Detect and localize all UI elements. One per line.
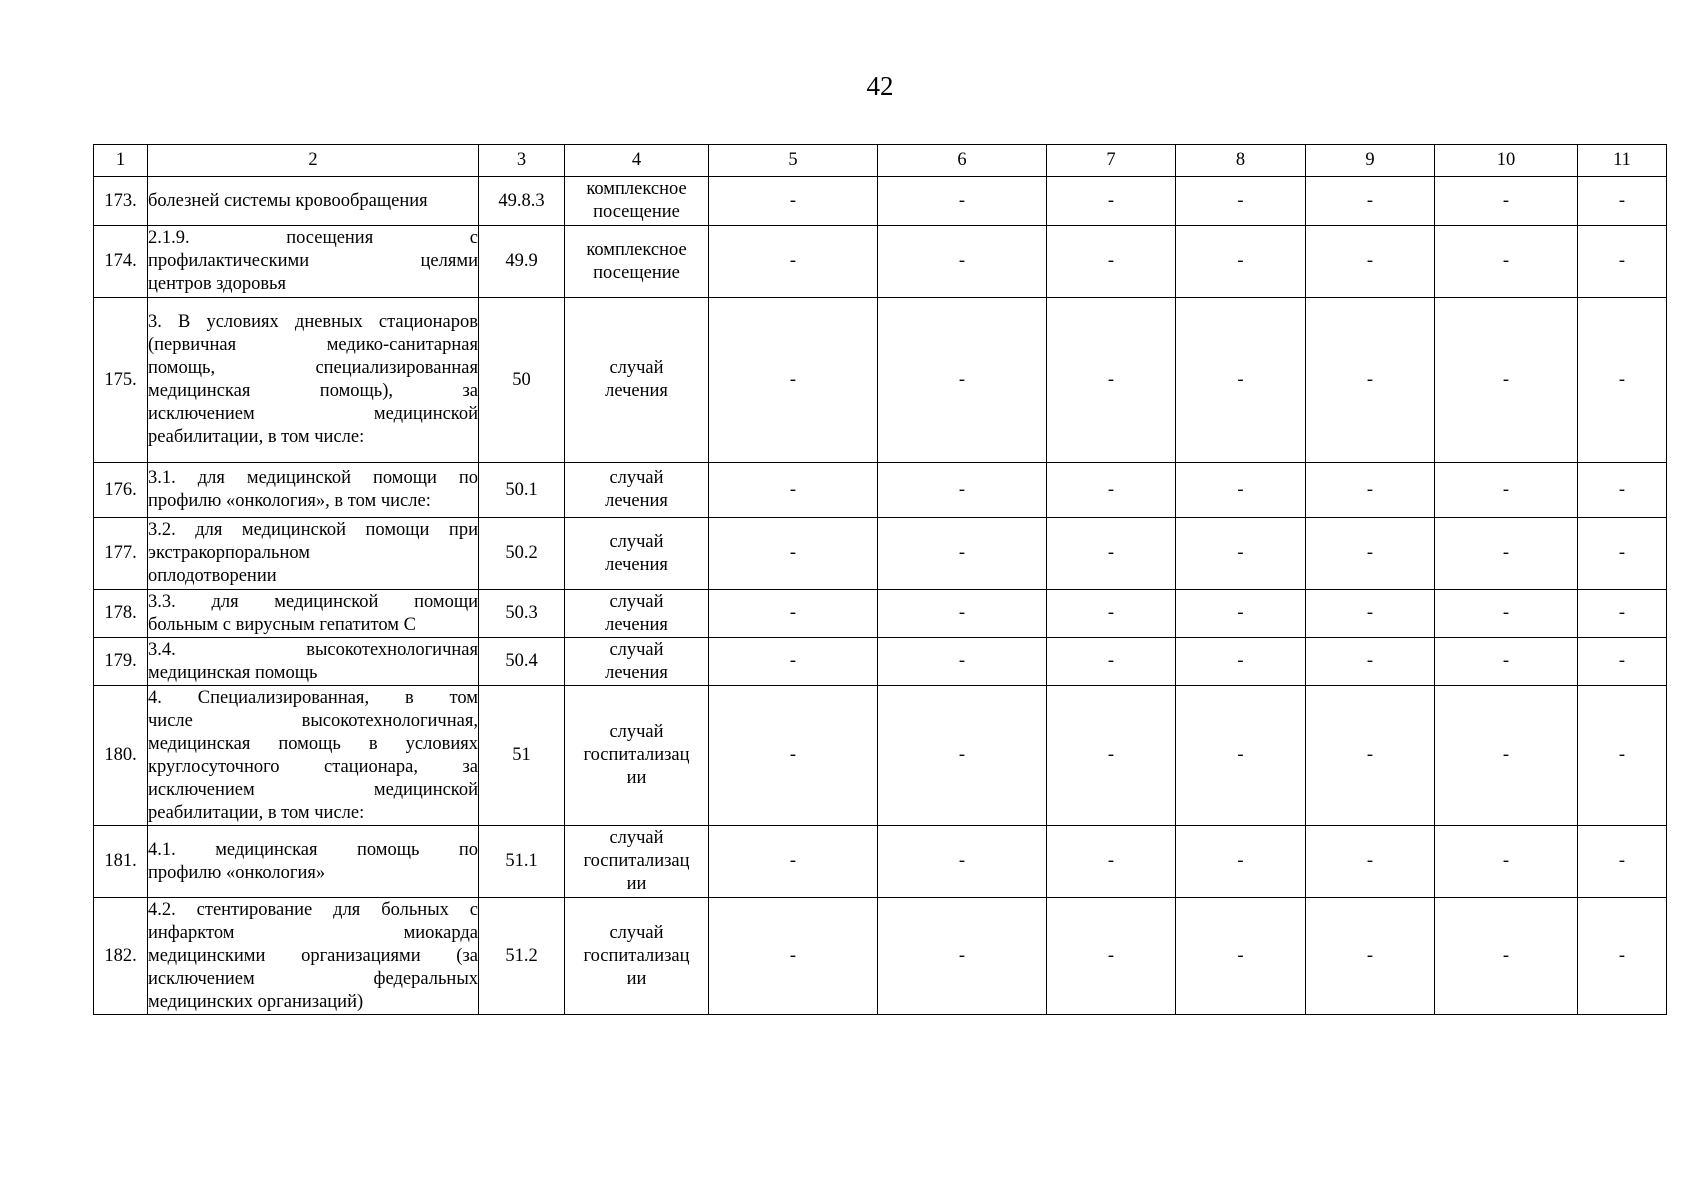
row-name-line: исключением медицинской <box>148 404 478 424</box>
row-name-line: инфарктом миокарда <box>148 922 478 943</box>
row-name-line: круглосуточного стационара, за <box>148 756 478 777</box>
row-unit-cell <box>565 226 709 298</box>
row-value-col-11: - <box>1578 226 1667 298</box>
row-number: 175. <box>94 298 148 463</box>
row-name-line: больным с вирусным гепатитом С <box>148 614 416 635</box>
row-unit-cell <box>565 298 709 463</box>
row-unit-line: случай <box>609 358 664 378</box>
row-code: 51.1 <box>479 826 565 898</box>
row-value-col-11: - <box>1578 518 1667 590</box>
row-value-col-8: - <box>1176 298 1306 463</box>
row-name-cell <box>148 298 479 463</box>
row-value-col-7: - <box>1047 226 1176 298</box>
row-value-col-5: - <box>709 177 878 226</box>
row-name-line: 4.2. стентирование для больных с <box>148 899 478 920</box>
row-unit-line: комплексное <box>586 239 687 260</box>
row-code: 49.9 <box>479 226 565 298</box>
row-name-line: 2.1.9. посещения с <box>148 228 478 248</box>
row-value-col-7: - <box>1047 638 1176 686</box>
column-header-7: 7 <box>1047 145 1176 177</box>
row-value-col-6: - <box>878 177 1047 226</box>
row-name-cell <box>148 826 479 898</box>
row-name-line: медицинскими организациями (за <box>148 945 478 966</box>
row-name-line: медицинская помощь в условиях <box>148 733 478 754</box>
row-value-col-8: - <box>1176 826 1306 898</box>
row-value-col-8: - <box>1176 463 1306 518</box>
row-number: 179. <box>94 638 148 686</box>
row-name-cell <box>148 590 479 638</box>
row-code: 50 <box>479 298 565 463</box>
row-unit-line: ии <box>626 874 647 894</box>
row-name-cell <box>148 463 479 518</box>
row-name-line: 4. Специализированная, в том <box>148 687 478 708</box>
row-number: 174. <box>94 226 148 298</box>
row-name-line: центров здоровья <box>148 274 287 294</box>
row-value-col-11: - <box>1578 686 1667 826</box>
row-number: 181. <box>94 826 148 898</box>
row-value-col-11: - <box>1578 463 1667 518</box>
column-header-11: 11 <box>1578 145 1667 177</box>
row-code: 50.3 <box>479 590 565 638</box>
row-name-line: экстракорпоральном <box>148 543 310 563</box>
row-unit-line: посещение <box>593 202 680 222</box>
row-number: 176. <box>94 463 148 518</box>
row-value-col-9: - <box>1306 226 1435 298</box>
row-value-col-7: - <box>1047 177 1176 226</box>
row-name-line: профилактическими целями <box>148 251 478 271</box>
row-unit-line: госпитализац <box>583 945 690 966</box>
row-name-line: 3.3. для медицинской помощи <box>148 591 478 612</box>
row-unit-line: случай <box>609 828 664 848</box>
row-value-col-8: - <box>1176 518 1306 590</box>
row-number: 173. <box>94 177 148 226</box>
row-value-col-11: - <box>1578 177 1667 226</box>
row-name-line: реабилитации, в том числе: <box>148 802 365 823</box>
row-value-col-10: - <box>1435 463 1578 518</box>
row-name-line: болезней системы кровообращения <box>148 190 428 211</box>
row-value-col-6: - <box>878 463 1047 518</box>
row-value-col-6: - <box>878 298 1047 463</box>
row-number: 180. <box>94 686 148 826</box>
row-value-col-10: - <box>1435 298 1578 463</box>
row-value-col-5: - <box>709 638 878 686</box>
row-code: 50.1 <box>479 463 565 518</box>
row-value-col-6: - <box>878 826 1047 898</box>
row-unit-cell <box>565 463 709 518</box>
row-unit-line: ии <box>626 768 647 788</box>
row-value-col-7: - <box>1047 298 1176 463</box>
row-name-line: реабилитации, в том числе: <box>148 427 365 447</box>
row-value-col-5: - <box>709 226 878 298</box>
table-body <box>94 177 1667 1015</box>
column-header-6: 6 <box>878 145 1047 177</box>
row-name-line: 3. В условиях дневных стационаров <box>148 312 478 332</box>
row-value-col-9: - <box>1306 638 1435 686</box>
row-value-col-9: - <box>1306 463 1435 518</box>
row-value-col-8: - <box>1176 898 1306 1015</box>
table-row <box>94 177 1667 226</box>
row-unit-cell <box>565 590 709 638</box>
row-unit-cell <box>565 686 709 826</box>
row-value-col-7: - <box>1047 463 1176 518</box>
row-value-col-9: - <box>1306 177 1435 226</box>
row-value-col-6: - <box>878 898 1047 1015</box>
row-value-col-7: - <box>1047 590 1176 638</box>
row-unit-line: случай <box>609 922 664 943</box>
row-value-col-10: - <box>1435 686 1578 826</box>
row-name-cell <box>148 177 479 226</box>
row-value-col-11: - <box>1578 898 1667 1015</box>
row-name-cell <box>148 638 479 686</box>
row-value-col-5: - <box>709 298 878 463</box>
row-number: 182. <box>94 898 148 1015</box>
row-value-col-8: - <box>1176 590 1306 638</box>
row-unit-line: случай <box>609 468 664 488</box>
table-row <box>94 590 1667 638</box>
row-name-line: 4.1. медицинская помощь по <box>148 839 478 860</box>
row-unit-line: посещение <box>593 262 680 283</box>
row-value-col-9: - <box>1306 826 1435 898</box>
row-value-col-8: - <box>1176 226 1306 298</box>
table-row <box>94 463 1667 518</box>
row-name-line: помощь, специализированная <box>148 358 478 378</box>
table-row <box>94 518 1667 590</box>
row-name-line: медицинских организаций) <box>148 991 364 1012</box>
row-value-col-11: - <box>1578 298 1667 463</box>
row-code: 51.2 <box>479 898 565 1015</box>
row-name-line: медицинская помощь), за <box>148 381 478 401</box>
row-unit-line: случай <box>609 722 664 742</box>
row-name-line: 3.2. для медицинской помощи при <box>148 520 478 540</box>
row-unit-line: ии <box>626 968 647 989</box>
row-value-col-7: - <box>1047 518 1176 590</box>
column-header-1: 1 <box>94 145 148 177</box>
row-name-line: 3.1. для медицинской помощи по <box>148 468 478 488</box>
row-name-cell <box>148 898 479 1015</box>
row-name-line: исключением федеральных <box>148 968 478 989</box>
row-unit-line: лечения <box>605 491 668 511</box>
row-name-line: профилю «онкология», в том числе: <box>148 491 431 511</box>
row-value-col-9: - <box>1306 298 1435 463</box>
row-value-col-8: - <box>1176 638 1306 686</box>
row-name-line: (первичная медико-санитарная <box>148 335 478 355</box>
row-unit-cell <box>565 638 709 686</box>
row-name-line: 3.4. высокотехнологичная <box>148 639 478 660</box>
column-header-3: 3 <box>479 145 565 177</box>
row-value-col-10: - <box>1435 898 1578 1015</box>
row-unit-cell <box>565 898 709 1015</box>
row-unit-line: случай <box>609 531 664 552</box>
row-code: 50.4 <box>479 638 565 686</box>
row-value-col-8: - <box>1176 686 1306 826</box>
row-name-line: исключением медицинской <box>148 779 478 800</box>
table-row <box>94 226 1667 298</box>
row-value-col-6: - <box>878 638 1047 686</box>
row-value-col-7: - <box>1047 826 1176 898</box>
row-unit-cell <box>565 177 709 226</box>
row-value-col-5: - <box>709 898 878 1015</box>
row-value-col-10: - <box>1435 226 1578 298</box>
row-value-col-9: - <box>1306 518 1435 590</box>
row-value-col-9: - <box>1306 686 1435 826</box>
row-code: 50.2 <box>479 518 565 590</box>
table-row <box>94 898 1667 1015</box>
row-value-col-8: - <box>1176 177 1306 226</box>
column-header-8: 8 <box>1176 145 1306 177</box>
row-value-col-9: - <box>1306 898 1435 1015</box>
table-row <box>94 686 1667 826</box>
row-unit-cell <box>565 518 709 590</box>
row-name-line: числе высокотехнологичная, <box>148 710 478 731</box>
row-value-col-5: - <box>709 590 878 638</box>
row-unit-line: комплексное <box>586 179 687 199</box>
table-row <box>94 638 1667 686</box>
row-code: 49.8.3 <box>479 177 565 226</box>
row-name-line: оплодотворении <box>148 566 277 586</box>
row-name-cell <box>148 518 479 590</box>
row-unit-line: случай <box>609 591 664 612</box>
row-unit-line: лечения <box>605 614 668 635</box>
column-header-4: 4 <box>565 145 709 177</box>
row-value-col-7: - <box>1047 898 1176 1015</box>
row-name-cell <box>148 686 479 826</box>
row-value-col-6: - <box>878 686 1047 826</box>
row-value-col-6: - <box>878 518 1047 590</box>
row-value-col-5: - <box>709 686 878 826</box>
row-unit-line: лечения <box>605 381 668 401</box>
row-unit-line: лечения <box>605 662 668 683</box>
row-value-col-10: - <box>1435 177 1578 226</box>
column-header-2: 2 <box>148 145 479 177</box>
column-header-10: 10 <box>1435 145 1578 177</box>
row-value-col-6: - <box>878 590 1047 638</box>
row-value-col-5: - <box>709 518 878 590</box>
data-table <box>93 144 1667 1015</box>
row-name-line: медицинская помощь <box>148 662 318 683</box>
row-unit-line: госпитализац <box>583 745 690 765</box>
row-number: 177. <box>94 518 148 590</box>
row-unit-line: госпитализац <box>583 851 690 871</box>
row-value-col-10: - <box>1435 638 1578 686</box>
column-header-5: 5 <box>709 145 878 177</box>
row-number: 178. <box>94 590 148 638</box>
row-value-col-9: - <box>1306 590 1435 638</box>
row-value-col-10: - <box>1435 826 1578 898</box>
table-row <box>94 298 1667 463</box>
row-unit-line: лечения <box>605 554 668 575</box>
table-row <box>94 826 1667 898</box>
row-value-col-6: - <box>878 226 1047 298</box>
row-value-col-10: - <box>1435 590 1578 638</box>
row-value-col-11: - <box>1578 826 1667 898</box>
row-value-col-11: - <box>1578 638 1667 686</box>
row-name-line: профилю «онкология» <box>148 862 326 883</box>
page-number: 42 <box>866 71 894 101</box>
row-name-cell <box>148 226 479 298</box>
row-value-col-7: - <box>1047 686 1176 826</box>
row-unit-line: случай <box>609 639 664 660</box>
row-unit-cell <box>565 826 709 898</box>
row-value-col-10: - <box>1435 518 1578 590</box>
column-header-9: 9 <box>1306 145 1435 177</box>
row-code: 51 <box>479 686 565 826</box>
row-value-col-5: - <box>709 463 878 518</box>
row-value-col-11: - <box>1578 590 1667 638</box>
row-value-col-5: - <box>709 826 878 898</box>
header-row <box>94 145 1667 177</box>
